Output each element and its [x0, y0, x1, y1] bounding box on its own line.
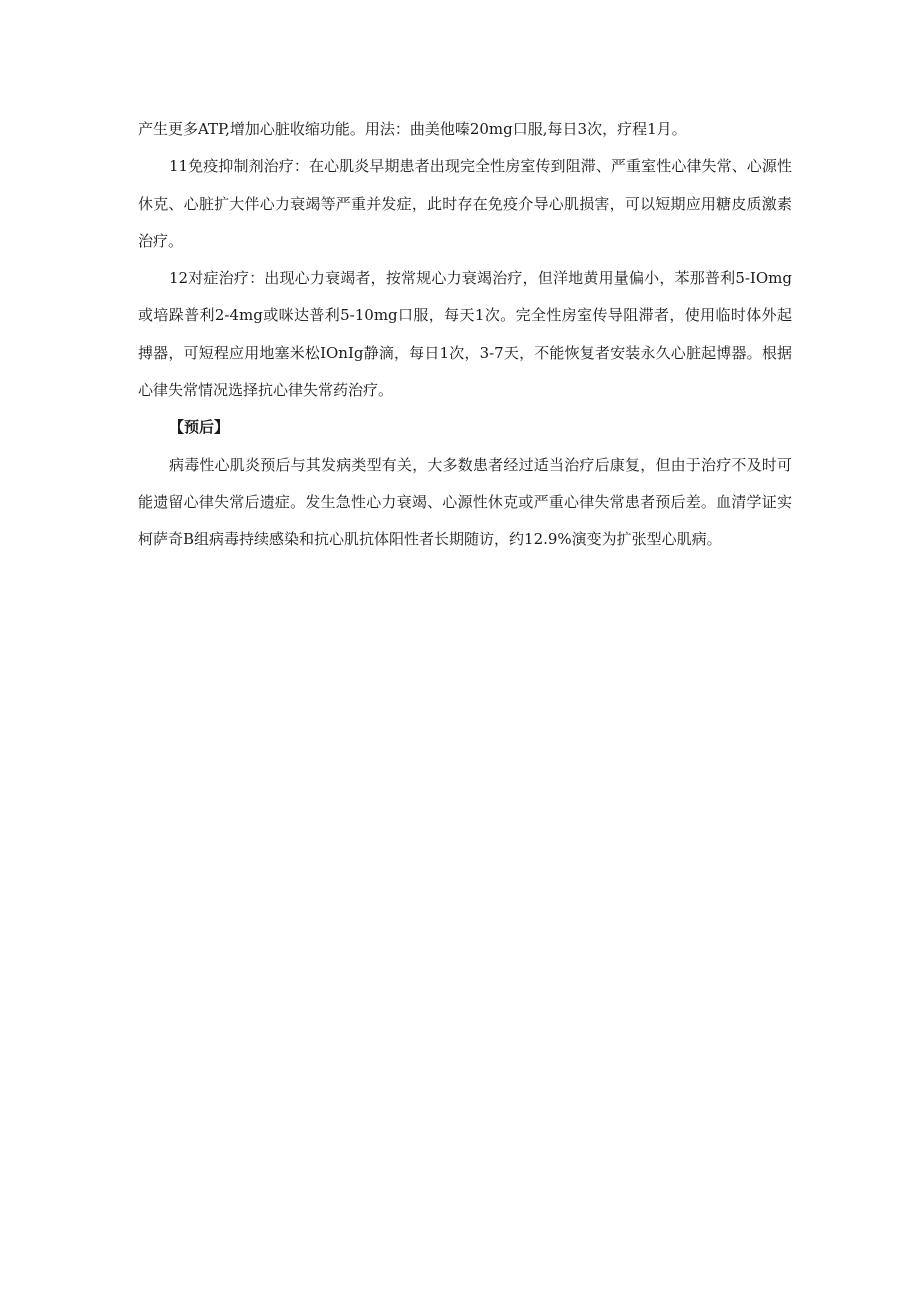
section-heading-prognosis: 【预后】	[169, 418, 230, 437]
document-body	[138, 111, 792, 559]
paragraph-symptomatic-treatment: 12对症治疗：出现心力衰竭者，按常规心力衰竭治疗，但洋地黄用量偏小，苯那普利5-IOmg或培跺普利2-4mg或咪达普利5-10mg口服，每天1次。完全性房室传导阻滞者，使用临时体外起搏器，可短程应用地塞米松IOnIg静滴，每日1次，3-7天，不能恢复者安装永久心脏起博器。根据心律失常情况选择抗心律失常药治疗。	[138, 269, 792, 400]
paragraph-atp-usage: 产生更多ATP,增加心脏收缩功能。用法：曲美他嗪20mg口服,每日3次，疗程1月。	[138, 120, 687, 138]
paragraph-immunosuppressive-therapy: 11免疫抑制剂治疗：在心肌炎早期患者出现完全性房室传到阻滞、严重室性心律失常、心源性休克、心脏扩大伴心力衰竭等严重并发症，此时存在免疫介导心肌损害，可以短期应用糖皮质激素治疗。	[138, 157, 792, 250]
paragraph-prognosis: 病毒性心肌炎预后与其发病类型有关，大多数患者经过适当治疗后康复，但由于治疗不及时可能遗留心律失常后遗症。发生急性心力衰竭、心源性休克或严重心律失常患者预后差。血清学证实柯萨奇B组病毒持续感染和抗心肌抗体阳性者长期随访，约12.9%演变为扩张型心肌病。	[138, 455, 792, 549]
